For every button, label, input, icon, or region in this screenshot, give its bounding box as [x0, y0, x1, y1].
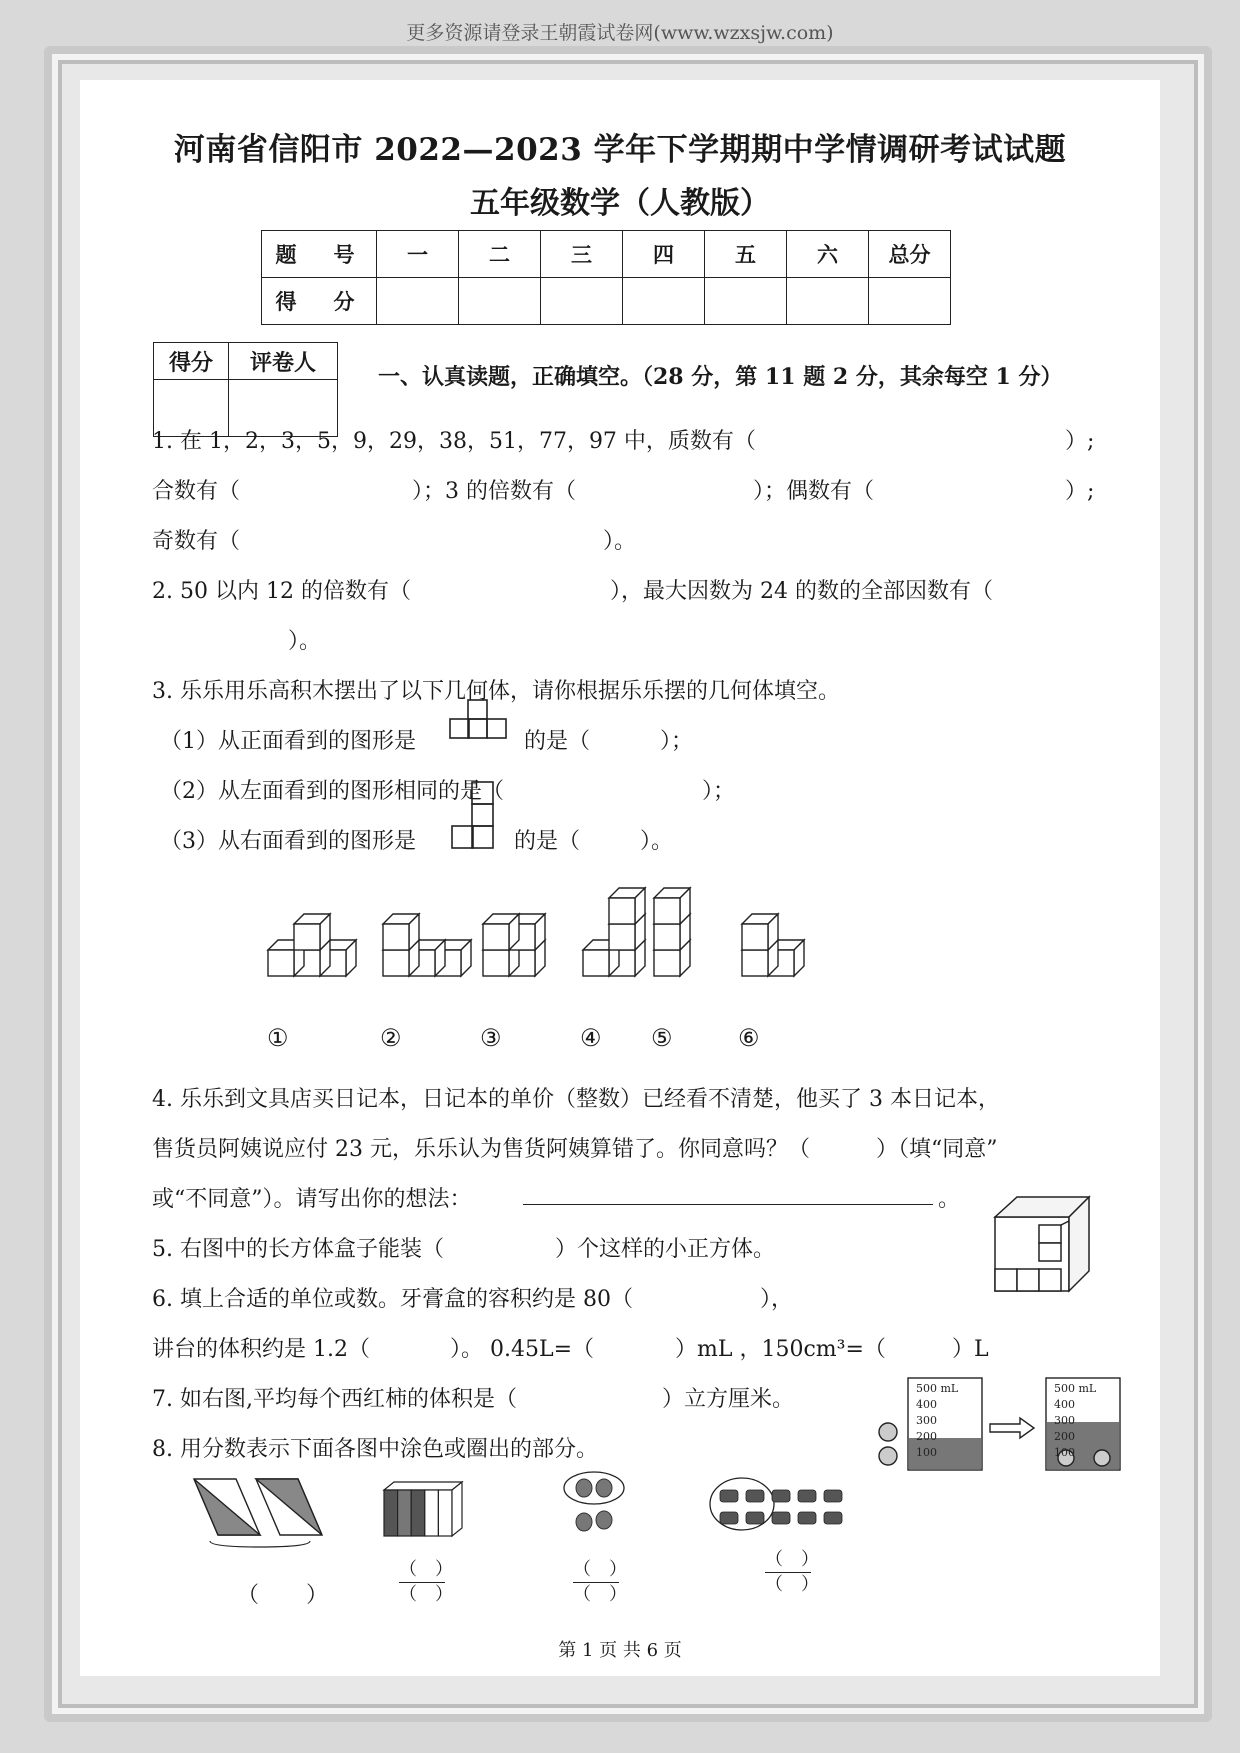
q3-stem: 3. 乐乐用乐高积木摆出了以下几何体，请你根据乐乐摆的几何体填空。	[152, 679, 840, 704]
q3-part3b: 的是（	[514, 829, 581, 854]
beaker1-mark-200: 200	[916, 1430, 937, 1443]
beaker-figure	[870, 1370, 1160, 1480]
q7-a: 7. 如右图,平均每个西红柿的体积是（	[152, 1387, 517, 1412]
parallelogram-figure	[190, 1475, 330, 1545]
score-cell[interactable]	[377, 278, 459, 325]
score-row-label: 题 号	[262, 231, 377, 278]
q3-part1c: ）；	[660, 729, 694, 754]
beaker1-mark-500: 500 mL	[916, 1382, 959, 1395]
score-cell[interactable]	[459, 278, 541, 325]
score-row-label: 得 分	[262, 278, 377, 325]
q4-line3-end: 。	[938, 1187, 961, 1212]
score-col: 三	[541, 231, 623, 278]
q1-line3-end: ）。	[603, 529, 637, 554]
q4-line3a: 或“不同意”）。请写出你的想法：	[152, 1187, 472, 1212]
section-1-heading: 一、认真读题，正确填空。（28 分，第 11 题 2 分，其余每空 1 分）	[378, 364, 1063, 390]
q2-line1a: 2. 50 以内 12 的倍数有（	[152, 579, 411, 604]
solid-label-2: ②	[380, 1024, 402, 1052]
q3-part2a: （2）从左面看到的图形相同的是（	[160, 779, 504, 804]
exam-subtitle: 五年级数学（人教版）	[470, 186, 770, 221]
score-col: 六	[787, 231, 869, 278]
q6-line1a: 6. 填上合适的单位或数。牙膏盒的容积约是 80（	[152, 1287, 633, 1312]
q1-line2a: 合数有（	[152, 479, 241, 504]
front-view-figure	[450, 698, 508, 742]
q4-line1: 4. 乐乐到文具店买日记本，日记本的单价（整数）已经看不清楚，他买了 3 本日记本，	[152, 1087, 1000, 1112]
score-col: 四	[623, 231, 705, 278]
q8-stem: 8. 用分数表示下面各图中涂色或圈出的部分。	[152, 1437, 598, 1462]
q3-part1a: （1）从正面看到的图形是	[160, 729, 416, 754]
q4-answer-line[interactable]	[523, 1204, 933, 1205]
exam-page	[80, 80, 1160, 1676]
score-cell[interactable]	[623, 278, 705, 325]
solid-label-5: ⑤	[651, 1024, 673, 1052]
cuboid-box-figure	[993, 1195, 1093, 1293]
beaker1-mark-300: 300	[916, 1414, 937, 1427]
beaker2-mark-300: 300	[1054, 1414, 1075, 1427]
score-cell[interactable]	[869, 278, 951, 325]
beaker2-mark-500: 500 mL	[1054, 1382, 1097, 1395]
q3-part2b: ）；	[702, 779, 736, 804]
q6-line2a: 讲台的体积约是 1.2（	[152, 1337, 370, 1362]
beaker2-mark-400: 400	[1054, 1398, 1075, 1411]
q7-b: ）立方厘米。	[662, 1387, 795, 1412]
grader-name-label: 评卷人	[229, 343, 338, 380]
solid-label-3: ③	[480, 1024, 502, 1052]
fraction-numerator: （ ）	[765, 1549, 819, 1570]
score-col: 一	[377, 231, 459, 278]
beaker2-mark-200: 200	[1054, 1430, 1075, 1443]
right-view-figure	[452, 780, 500, 852]
q1-line3a: 奇数有（	[152, 529, 241, 554]
exam-title: 河南省信阳市 2022—2023 学年下学期期中学情调研考试试题	[173, 132, 1067, 168]
fraction-denominator: （ ）	[573, 1584, 627, 1605]
q3-part1b: 的是（	[524, 729, 591, 754]
blocks-figure	[710, 1476, 890, 1536]
beaker1-mark-400: 400	[916, 1398, 937, 1411]
q5-b: ）个这样的小正方体。	[555, 1237, 776, 1262]
q1-line1: 1. 在 1，2，3，5，9，29，38，51，77，97 中，质数有（	[152, 429, 756, 454]
q6-line2c: ）mL ，150cm³=（	[675, 1337, 886, 1362]
fraction-numerator: （ ）	[399, 1559, 453, 1580]
solid-label-6: ⑥	[738, 1024, 760, 1052]
cube-solids	[80, 910, 1160, 980]
score-cell[interactable]	[541, 278, 623, 325]
q5-a: 5. 右图中的长方体盒子能装（	[152, 1237, 444, 1262]
score-col: 总分	[869, 231, 951, 278]
grader-score-label: 得分	[154, 343, 229, 380]
grader-box	[153, 342, 338, 437]
q8-fraction-2[interactable]	[399, 1559, 453, 1605]
q6-line2b: ）。 0.45L=（	[450, 1337, 595, 1362]
q4-line2: 售货员阿姨说应付 23 元，乐乐认为售货阿姨算错了。你同意吗？（ ）（填“同意”	[152, 1137, 998, 1162]
score-cell[interactable]	[787, 278, 869, 325]
q2-line2: ）。	[288, 629, 322, 654]
solid-label-4: ④	[580, 1024, 602, 1052]
page-number: 第 1 页 共 6 页	[558, 1640, 682, 1661]
score-table	[261, 230, 951, 325]
solid-label-1: ①	[267, 1024, 289, 1052]
beaker1-mark-100: 100	[916, 1446, 937, 1459]
q3-part3c: ）。	[640, 829, 674, 854]
bar-strips-figure	[382, 1480, 462, 1540]
q8-fraction-4[interactable]	[765, 1549, 819, 1595]
q8-answer-1-open: （	[237, 1583, 260, 1608]
fraction-numerator: （ ）	[573, 1559, 627, 1580]
q8-fraction-3[interactable]	[573, 1559, 627, 1605]
q1-line1-end: ）;	[1065, 429, 1095, 454]
score-cell[interactable]	[705, 278, 787, 325]
q1-line2-end: ）;	[1065, 479, 1095, 504]
q2-line1b: ），最大因数为 24 的数的全部因数有（	[610, 579, 993, 604]
strawberries-figure	[556, 1470, 636, 1540]
q1-line2b: ）；3 的倍数有（	[412, 479, 576, 504]
q6-line1b: ），	[760, 1287, 794, 1312]
score-col: 五	[705, 231, 787, 278]
q1-line2c: ）；偶数有（	[753, 479, 875, 504]
fraction-denominator: （ ）	[399, 1584, 453, 1605]
fraction-denominator: （ ）	[765, 1574, 819, 1595]
q8-answer-1-close: ）	[306, 1583, 329, 1608]
watermark: 更多资源请登录王朝霞试卷网(www.wzxsjw.com)	[406, 22, 834, 44]
score-col: 二	[459, 231, 541, 278]
beaker2-mark-100: 100	[1054, 1446, 1075, 1459]
q6-line2d: ）L	[952, 1337, 989, 1362]
q3-part3a: （3）从右面看到的图形是	[160, 829, 416, 854]
